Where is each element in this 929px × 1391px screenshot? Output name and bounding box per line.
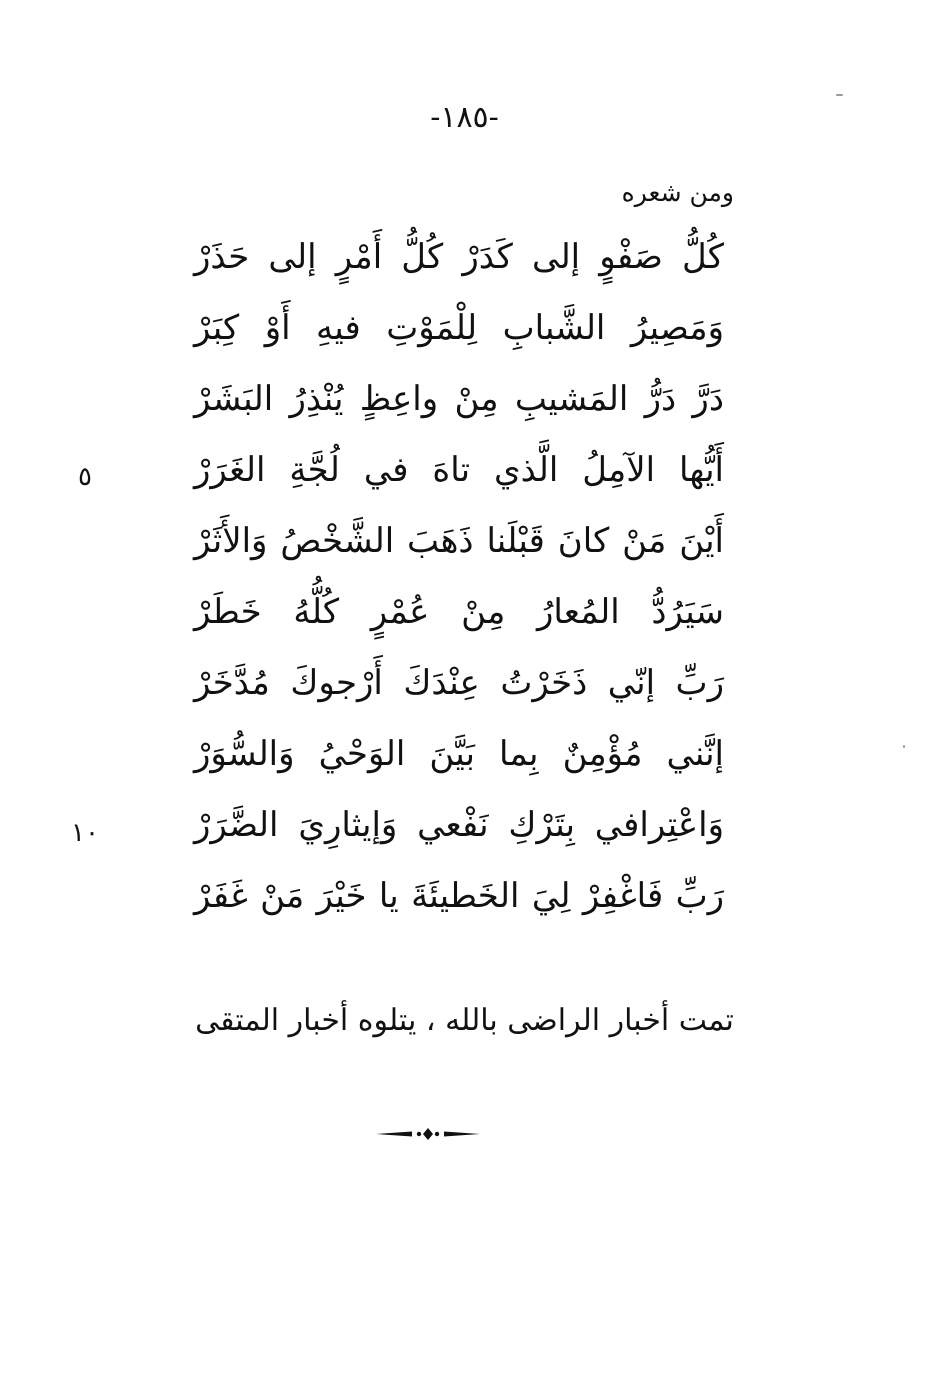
- page-speck: [903, 745, 905, 748]
- verse-line: سَيَرُدُّ المُعارُ مِنْ عُمْرٍ كُلُّهُ خَطَرْ: [194, 592, 724, 632]
- verse-line: رَبِّ فَاغْفِرْ لِيَ الخَطيئَةَ يا خَيْرَ مَنْ غَفَرْ: [194, 876, 724, 916]
- verse-line: وَمَصِيرُ الشَّبابِ لِلْمَوْتِ فيهِ أَوْ كِبَرْ: [194, 308, 724, 348]
- poem: [194, 222, 724, 932]
- verse-line: إنَّني مُؤْمِنٌ بِما بَيَّنَ الوَحْيُ وَالسُّوَرْ: [194, 734, 724, 774]
- colophon: تمت أخبار الراضى بالله ، يتلوه أخبار المتقى: [195, 1003, 734, 1038]
- verse-line: وَاعْتِرافي بِتَرْكِ نَفْعي وَإيثارِيَ الضَّرَرْ: [194, 805, 724, 845]
- verse-line: أَيْنَ مَنْ كانَ قَبْلَنا ذَهَبَ الشَّخْصُ وَالأَثَرْ: [194, 521, 724, 561]
- line-number-10: ١٠: [71, 818, 99, 848]
- line-number-5: ٥: [78, 462, 92, 492]
- page-number: -١٨٥-: [430, 100, 499, 135]
- ornament-divider: [372, 1124, 484, 1144]
- verse-line: كُلُّ صَفْوٍ إلى كَدَرْ كُلُّ أَمْرٍ إلى حَذَرْ: [194, 237, 724, 277]
- section-heading: ومن شعره: [621, 178, 734, 207]
- verse-line: أَيُّها الآمِلُ الَّذي تاهَ في لُجَّةِ الغَرَرْ: [194, 450, 724, 490]
- page-speck: [836, 94, 843, 96]
- verse-line: رَبِّ إنّي ذَخَرْتُ عِنْدَكَ أَرْجوكَ مُدَّخَرْ: [194, 663, 724, 703]
- verse-line: دَرَّ دَرُّ المَشيبِ مِنْ واعِظٍ يُنْذِرُ البَشَرْ: [194, 379, 724, 419]
